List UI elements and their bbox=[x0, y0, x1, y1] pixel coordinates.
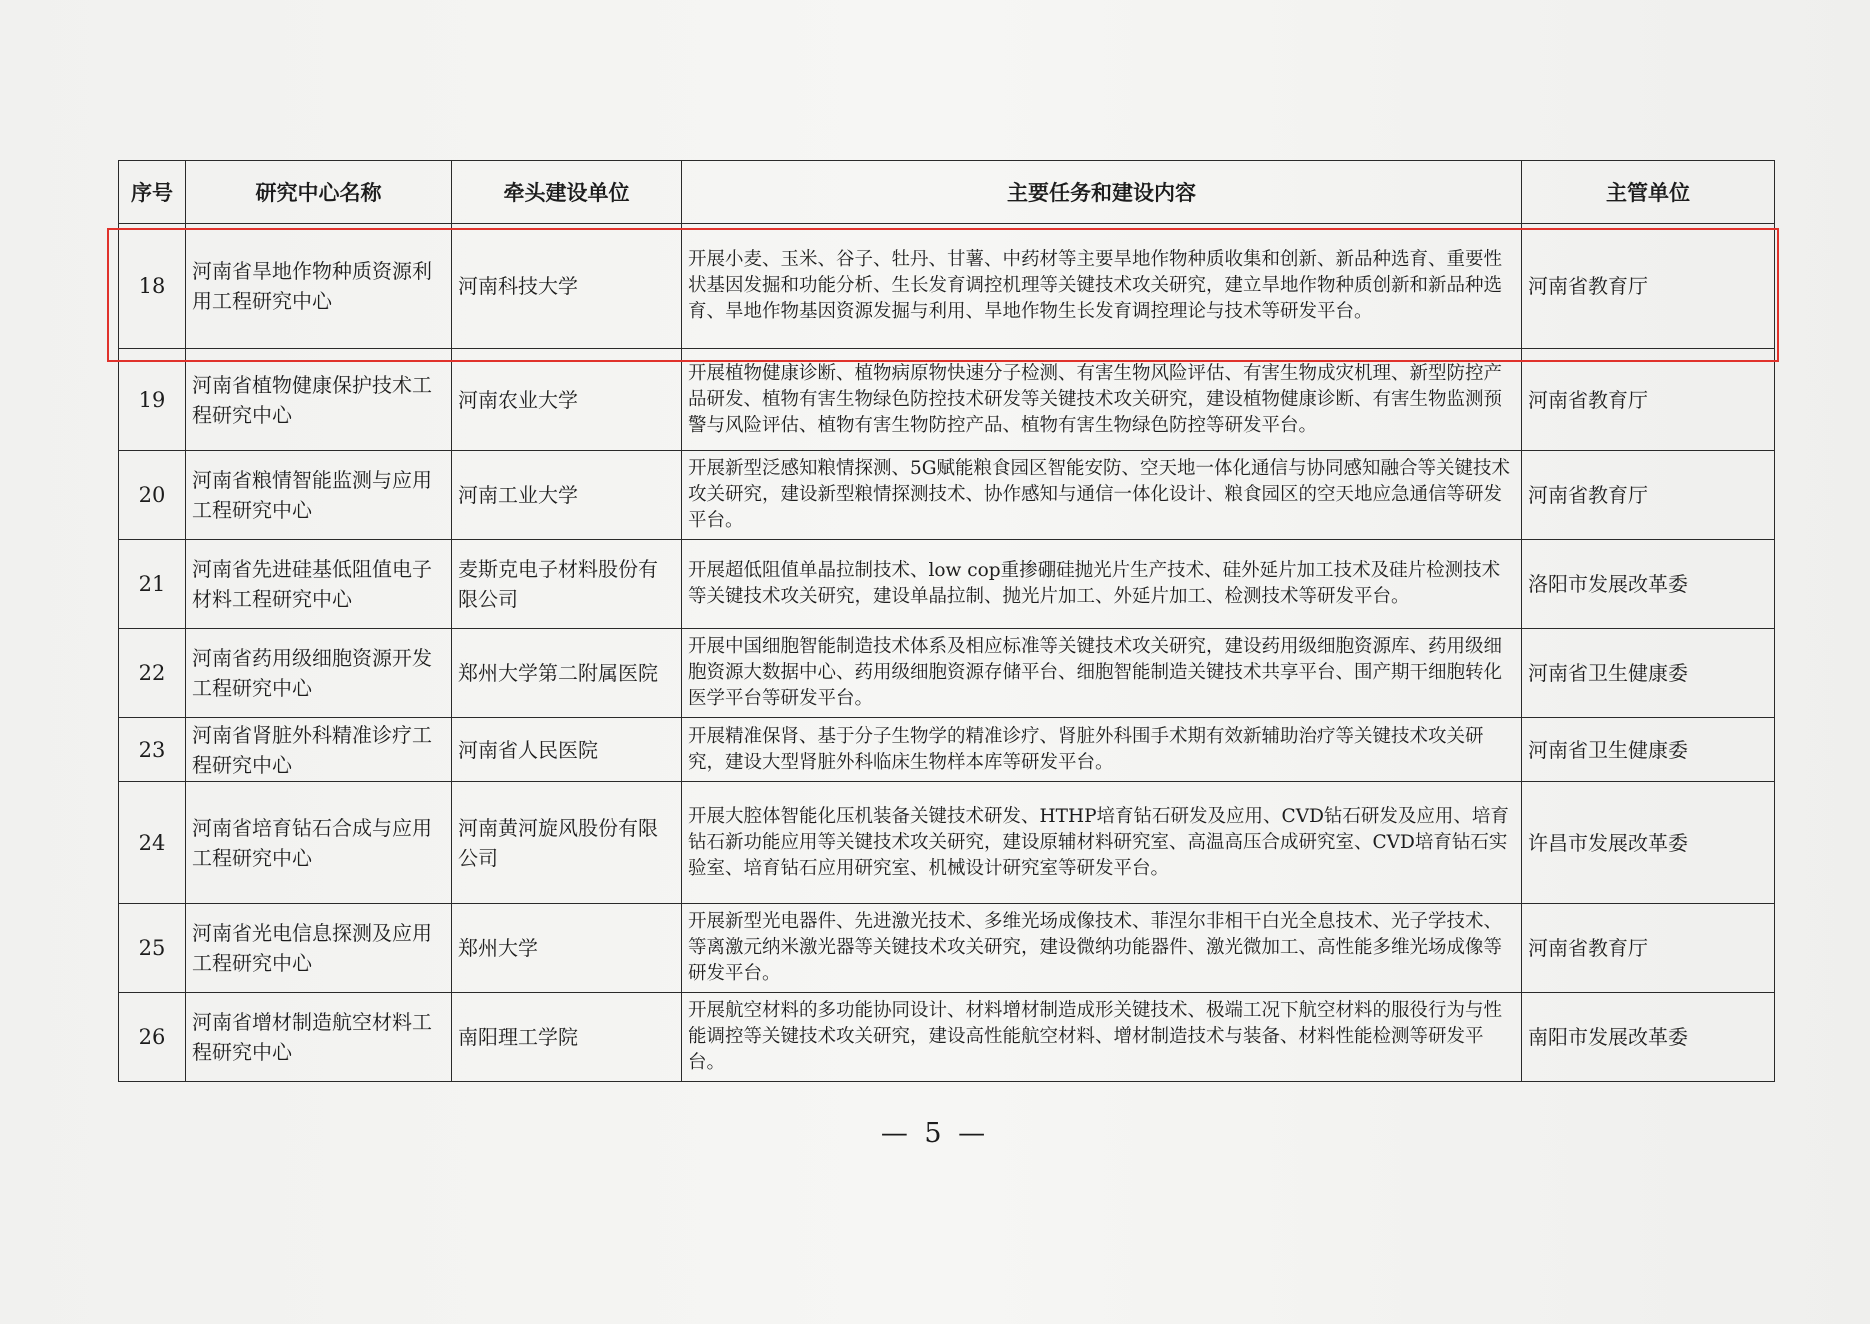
row-center-name: 河南省培育钻石合成与应用工程研究中心 bbox=[186, 782, 452, 903]
row-department: 河南省教育厅 bbox=[1522, 224, 1775, 349]
row-center-name: 河南省增材制造航空材料工程研究中心 bbox=[186, 992, 452, 1081]
row-center-name: 河南省肾脏外科精准诊疗工程研究中心 bbox=[186, 717, 452, 782]
row-department: 河南省卫生健康委 bbox=[1522, 628, 1775, 717]
row-tasks: 开展新型泛感知粮情探测、5G赋能粮食园区智能安防、空天地一体化通信与协同感知融合等关键技术攻关研究，建设新型粮情探测技术、协作感知与通信一体化设计、粮食园区的空天地应急通信等研发平台。 bbox=[682, 450, 1522, 539]
row-tasks: 开展新型光电器件、先进激光技术、多维光场成像技术、菲涅尔非相干白光全息技术、光子学技术、等离激元纳米激光器等关键技术攻关研究，建设微纳功能器件、激光微加工、高性能多维光场成像等研发平台。 bbox=[682, 903, 1522, 992]
row-num: 20 bbox=[119, 450, 186, 539]
row-tasks: 开展小麦、玉米、谷子、牡丹、甘薯、中药材等主要旱地作物种质收集和创新、新品种选育、重要性状基因发掘和功能分析、生长发育调控机理等关键技术攻关研究，建立旱地作物种质创新和新品种选育、旱地作物基因资源发掘与利用、旱地作物生长发育调控理论与技术等研发平台。 bbox=[682, 224, 1522, 349]
row-num: 25 bbox=[119, 903, 186, 992]
row-num: 18 bbox=[119, 224, 186, 349]
row-center-name: 河南省先进硅基低阻值电子材料工程研究中心 bbox=[186, 539, 452, 628]
row-num: 22 bbox=[119, 628, 186, 717]
row-lead-unit: 郑州大学第二附属医院 bbox=[452, 628, 682, 717]
row-lead-unit: 河南工业大学 bbox=[452, 450, 682, 539]
header-name: 研究中心名称 bbox=[186, 161, 452, 224]
table-row bbox=[119, 903, 1775, 992]
row-center-name: 河南省旱地作物种质资源利用工程研究中心 bbox=[186, 224, 452, 349]
row-department: 洛阳市发展改革委 bbox=[1522, 539, 1775, 628]
row-lead-unit: 南阳理工学院 bbox=[452, 992, 682, 1081]
table-row bbox=[119, 628, 1775, 717]
row-num: 23 bbox=[119, 717, 186, 782]
row-lead-unit: 河南科技大学 bbox=[452, 224, 682, 349]
row-tasks: 开展航空材料的多功能协同设计、材料增材制造成形关键技术、极端工况下航空材料的服役行为与性能调控等关键技术攻关研究，建设高性能航空材料、增材制造技术与装备、材料性能检测等研发平台。 bbox=[682, 992, 1522, 1081]
research-center-table bbox=[118, 160, 1775, 1082]
row-num: 26 bbox=[119, 992, 186, 1081]
table-row bbox=[119, 539, 1775, 628]
table-row bbox=[119, 717, 1775, 782]
row-department: 河南省教育厅 bbox=[1522, 450, 1775, 539]
row-department: 河南省教育厅 bbox=[1522, 903, 1775, 992]
table-row bbox=[119, 450, 1775, 539]
row-center-name: 河南省光电信息探测及应用工程研究中心 bbox=[186, 903, 452, 992]
table-row bbox=[119, 224, 1775, 349]
header-task: 主要任务和建设内容 bbox=[682, 161, 1522, 224]
header-num: 序号 bbox=[119, 161, 186, 224]
row-lead-unit: 河南农业大学 bbox=[452, 349, 682, 450]
row-lead-unit: 河南省人民医院 bbox=[452, 717, 682, 782]
page-number: — 5 — bbox=[880, 1118, 990, 1149]
row-center-name: 河南省粮情智能监测与应用工程研究中心 bbox=[186, 450, 452, 539]
row-tasks: 开展超低阻值单晶拉制技术、low cop重掺硼硅抛光片生产技术、硅外延片加工技术及硅片检测技术等关键技术攻关研究，建设单晶拉制、抛光片加工、外延片加工、检测技术等研发平台。 bbox=[682, 539, 1522, 628]
row-num: 24 bbox=[119, 782, 186, 903]
table-header-row bbox=[119, 161, 1775, 224]
row-tasks: 开展大腔体智能化压机装备关键技术研发、HTHP培育钻石研发及应用、CVD钻石研发及应用、培育钻石新功能应用等关键技术攻关研究，建设原辅材料研究室、高温高压合成研究室、CVD培育钻石实验室、培育钻石应用研究室、机械设计研究室等研发平台。 bbox=[682, 782, 1522, 903]
table-row bbox=[119, 349, 1775, 450]
row-num: 21 bbox=[119, 539, 186, 628]
row-department: 南阳市发展改革委 bbox=[1522, 992, 1775, 1081]
row-tasks: 开展精准保肾、基于分子生物学的精准诊疗、肾脏外科围手术期有效新辅助治疗等关键技术攻关研究，建设大型肾脏外科临床生物样本库等研发平台。 bbox=[682, 717, 1522, 782]
row-center-name: 河南省药用级细胞资源开发工程研究中心 bbox=[186, 628, 452, 717]
row-department: 许昌市发展改革委 bbox=[1522, 782, 1775, 903]
row-tasks: 开展中国细胞智能制造技术体系及相应标准等关键技术攻关研究，建设药用级细胞资源库、药用级细胞资源大数据中心、药用级细胞资源存储平台、细胞智能制造关键技术共享平台、围产期干细胞转化医学平台等研发平台。 bbox=[682, 628, 1522, 717]
row-department: 河南省教育厅 bbox=[1522, 349, 1775, 450]
row-center-name: 河南省植物健康保护技术工程研究中心 bbox=[186, 349, 452, 450]
table-row bbox=[119, 992, 1775, 1081]
table-row bbox=[119, 782, 1775, 903]
row-department: 河南省卫生健康委 bbox=[1522, 717, 1775, 782]
row-lead-unit: 郑州大学 bbox=[452, 903, 682, 992]
header-dept: 主管单位 bbox=[1522, 161, 1775, 224]
row-num: 19 bbox=[119, 349, 186, 450]
row-tasks: 开展植物健康诊断、植物病原物快速分子检测、有害生物风险评估、有害生物成灾机理、新型防控产品研发、植物有害生物绿色防控技术研发等关键技术攻关研究，建设植物健康诊断、有害生物监测预警与风险评估、植物有害生物防控产品、植物有害生物绿色防控等研发平台。 bbox=[682, 349, 1522, 450]
row-lead-unit: 麦斯克电子材料股份有限公司 bbox=[452, 539, 682, 628]
header-unit: 牵头建设单位 bbox=[452, 161, 682, 224]
row-lead-unit: 河南黄河旋风股份有限公司 bbox=[452, 782, 682, 903]
